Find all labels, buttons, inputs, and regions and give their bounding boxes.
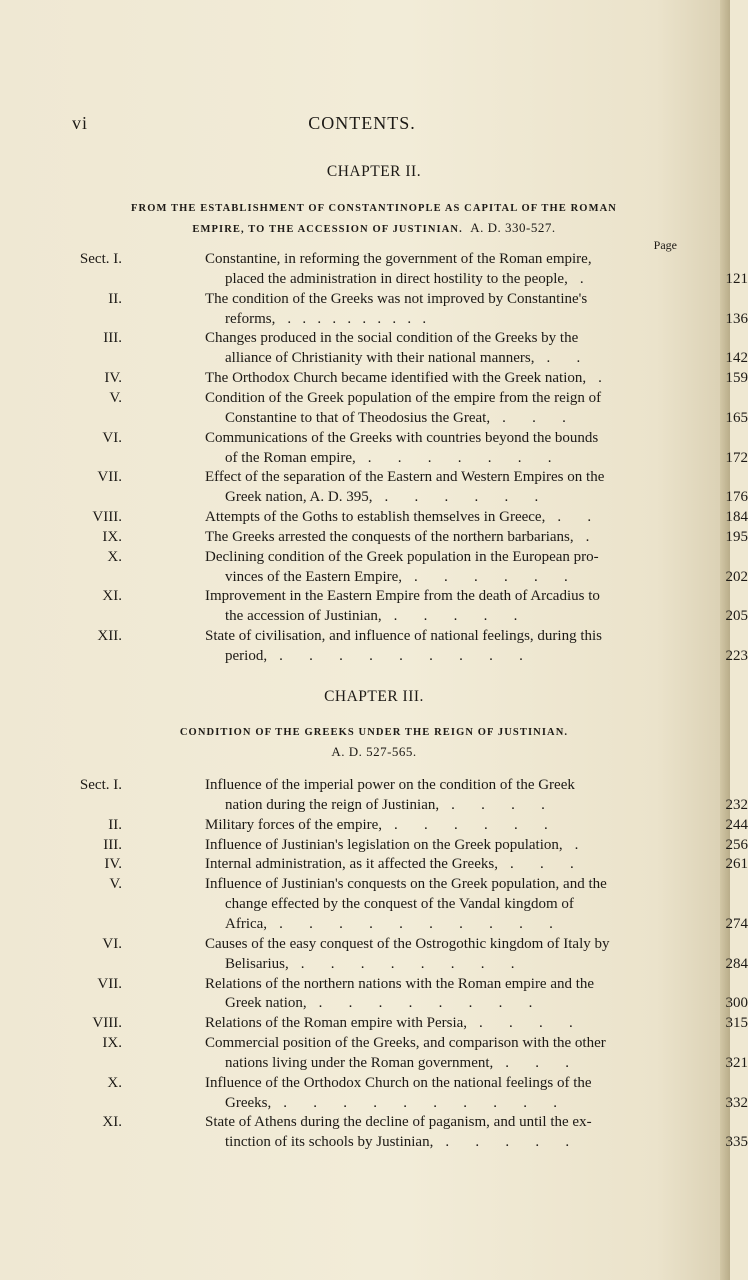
section-number: XI. <box>102 1114 122 1131</box>
leader-dots: . . . <box>502 409 566 426</box>
page-number: 256 <box>725 836 748 853</box>
section-title-text: nations living under the Roman government, <box>225 1054 494 1071</box>
page-number: 159 <box>725 370 748 387</box>
section-number: II. <box>108 290 122 307</box>
chapter-title: CHAPTER III. <box>324 688 424 705</box>
leader-dots: . . <box>546 350 581 367</box>
page-number: 202 <box>725 568 748 585</box>
section-title-text: Condition of the Greek population of the empire from the reign of <box>205 389 602 406</box>
leader-dots: . . . . . . . . <box>300 955 515 972</box>
section-title-line <box>205 1073 592 1093</box>
section-title-text: Improvement in the Eastern Empire from the death of Arcadius to <box>205 588 600 605</box>
section-title-text: Greek nation, A. D. 395, <box>225 489 373 506</box>
section-title-line <box>225 993 532 1013</box>
section-title-text: State of Athens during the decline of paganism, and until the ex- <box>205 1114 592 1131</box>
section-title-line <box>225 894 574 914</box>
leader-dots: . <box>585 528 590 545</box>
page-edge <box>720 0 730 1280</box>
chapter-subtitle <box>98 199 650 239</box>
page-number: 300 <box>725 995 748 1012</box>
section-title-text: Influence of the Orthodox Church on the national feelings of the <box>205 1074 592 1091</box>
section-title-line <box>205 775 575 795</box>
section-title-line <box>205 815 548 835</box>
leader-dots: . . . . . . . . . . <box>287 310 427 327</box>
section-title-line <box>205 835 578 855</box>
section-number: Sect. I. <box>79 777 122 793</box>
leader-dots: . . . . <box>451 796 545 813</box>
section-title-text: Communications of the Greeks with countries beyond the bounds <box>205 429 599 446</box>
section-title-line <box>205 328 578 348</box>
section-title-line <box>205 249 592 269</box>
leader-dots: . . . . . . . <box>367 449 552 466</box>
section-title-text: Influence of Justinian's conquests on the Greek population, and the <box>205 876 607 893</box>
section-number: IX. <box>102 1035 122 1052</box>
section-title-line <box>205 507 591 527</box>
section-title-line <box>225 954 515 974</box>
page-number: 332 <box>725 1094 748 1111</box>
page-number: 315 <box>725 1015 748 1032</box>
section-number: X. <box>107 1074 122 1091</box>
page-number: 184 <box>725 509 748 526</box>
section-title-line <box>225 1132 569 1152</box>
running-title: CONTENTS. <box>308 113 416 133</box>
section-title-line <box>225 567 568 587</box>
section-title-text: Relations of the Roman empire with Persia, <box>205 1015 468 1032</box>
page-number: 136 <box>725 310 748 327</box>
page-number: 165 <box>725 409 748 426</box>
section-title-text: Africa, <box>225 915 268 932</box>
page-folio: vi <box>72 113 89 133</box>
leader-dots: . . . . . . . . . . <box>283 1094 557 1111</box>
section-title-text: reforms, <box>225 310 276 327</box>
section-title-line <box>205 934 610 954</box>
section-number: X. <box>107 548 122 565</box>
section-number: XII. <box>97 628 122 645</box>
section-title-line <box>225 1093 557 1113</box>
page-number: 261 <box>725 856 748 873</box>
leader-dots: . . . . . . . . <box>318 995 533 1012</box>
page-number: 284 <box>725 955 748 972</box>
section-title-line <box>205 428 598 448</box>
section-title-text: vinces of the Eastern Empire, <box>225 568 403 585</box>
section-title-text: period, <box>225 648 268 664</box>
section-title-text: Belisarius, <box>225 955 289 972</box>
page-number: 223 <box>725 648 748 664</box>
section-title-line <box>205 1033 606 1053</box>
page-number: 335 <box>725 1134 748 1151</box>
chapter-subtitle-line: CONDITION OF THE GREEKS UNDER THE REIGN OF JUSTINIAN. <box>179 727 569 738</box>
section-number: IX. <box>102 528 122 545</box>
section-title-line <box>225 487 538 507</box>
section-title-text: Declining condition of the Greek population in the European pro- <box>205 548 599 565</box>
section-title-text: Influence of the imperial power on the condition of the Greek <box>205 777 575 793</box>
section-title-line <box>225 309 426 329</box>
chapter-subtitle-line: FROM THE ESTABLISHMENT OF CONSTANTINOPLE AS CAPITAL OF THE ROMAN <box>131 203 617 214</box>
leader-dots: . . . <box>505 1054 570 1071</box>
leader-dots: . . . . . . <box>394 816 548 833</box>
section-title-line <box>205 874 607 894</box>
section-number: III. <box>103 836 122 853</box>
chapter-subtitle-line: EMPIRE, TO THE ACCESSION OF JUSTINIAN. A. D. 330-527. <box>192 220 556 235</box>
page-number: 274 <box>725 915 748 932</box>
section-title-text: Effect of the separation of the Eastern and Western Empires on the <box>205 469 605 486</box>
section-title-text: Influence of Justinian's legislation on the Greek population, <box>205 836 563 853</box>
page-number: 321 <box>725 1054 748 1071</box>
section-number: V. <box>109 389 122 406</box>
section-title-line <box>225 606 517 626</box>
leader-dots: . <box>579 270 584 287</box>
section-number: VIII. <box>92 509 122 526</box>
page-column-label: Page <box>653 238 677 252</box>
section-title-line <box>225 408 566 428</box>
section-title-text: nation during the reign of Justinian, <box>225 796 440 813</box>
section-title-text: Causes of the easy conquest of the Ostrogothic kingdom of Italy by <box>205 935 610 952</box>
section-title-text: Military forces of the empire, <box>205 816 383 833</box>
leader-dots: . . . . . . <box>414 568 568 585</box>
section-title-text: the accession of Justinian, <box>225 608 382 625</box>
leader-dots: . . . . . . <box>384 489 539 506</box>
section-title-line <box>205 289 587 309</box>
section-number: VIII. <box>92 1015 122 1032</box>
section-number: IV. <box>104 370 122 387</box>
section-number: VI. <box>102 935 122 952</box>
section-number: III. <box>103 330 122 347</box>
section-title-text: Constantine to that of Theodosius the Great, <box>225 409 491 426</box>
leader-dots: . <box>574 836 579 853</box>
section-title-line <box>225 348 580 368</box>
section-title-text: The Orthodox Church became identified with the Greek nation, <box>205 370 587 387</box>
section-title-line <box>205 527 589 547</box>
section-title-text: The condition of the Greeks was not improved by Constantine's <box>205 290 588 307</box>
section-title-line <box>205 974 594 994</box>
running-head <box>72 110 652 136</box>
section-title-line <box>225 448 552 468</box>
section-number: VII. <box>97 469 122 486</box>
section-title-line <box>225 914 553 934</box>
leader-dots: . . <box>557 509 592 526</box>
section-title-line <box>225 795 545 815</box>
page-number: 121 <box>725 270 748 287</box>
section-title-line <box>205 1013 573 1033</box>
section-number: Sect. I. <box>79 251 122 267</box>
section-title-text: Internal administration, as it affected the Greeks, <box>205 856 498 873</box>
section-title-text: Constantine, in reforming the government of the Roman empire, <box>205 251 592 267</box>
section-title-line <box>205 626 602 646</box>
section-title-line <box>205 368 602 388</box>
section-title-line <box>205 388 601 408</box>
section-title-line <box>225 1053 569 1073</box>
chapter-dates: A. D. 527-565. <box>331 744 417 759</box>
chapter-title: CHAPTER II. <box>326 163 422 180</box>
section-title-text: change effected by the conquest of the Vandal kingdom of <box>225 896 574 913</box>
leader-dots: . . . <box>509 856 574 873</box>
section-title-line <box>205 854 574 874</box>
section-title-text: Commercial position of the Greeks, and comparison with the other <box>205 1035 606 1052</box>
section-title-text: Changes produced in the social condition of the Greeks by the <box>205 330 579 347</box>
section-title-text: Attempts of the Goths to establish themselves in Greece, <box>205 509 546 526</box>
page-number: 205 <box>725 608 748 625</box>
section-title-text: Greek nation, <box>225 995 307 1012</box>
section-number: VI. <box>102 429 122 446</box>
section-title-text: of the Roman empire, <box>225 449 356 466</box>
section-title-text: Greeks, <box>225 1094 272 1111</box>
section-title-text: placed the administration in direct hostility to the people, <box>225 270 568 287</box>
section-title-line <box>225 269 584 289</box>
section-title-text: State of civilisation, and influence of national feelings, during this <box>205 628 602 645</box>
section-number: II. <box>108 816 122 833</box>
section-title-line <box>225 646 523 666</box>
leader-dots: . . . . . <box>445 1134 570 1151</box>
page-number: 232 <box>725 796 748 813</box>
section-title-line <box>205 1112 592 1132</box>
leader-dots: . . . . . <box>393 608 518 625</box>
page-number: 176 <box>725 489 748 506</box>
leader-dots: . <box>598 370 602 387</box>
section-number: IV. <box>104 856 122 873</box>
section-title-text: tinction of its schools by Justinian, <box>225 1134 434 1151</box>
section-title-line <box>205 547 599 567</box>
leader-dots: . . . . . . . . . <box>279 648 523 664</box>
section-title-text: The Greeks arrested the conquests of the northern barbarians, <box>205 528 574 545</box>
section-number: XI. <box>102 588 122 605</box>
page-number: 172 <box>725 449 748 466</box>
page-number: 142 <box>725 350 748 367</box>
chapter-dates: A. D. 330-527. <box>470 220 556 235</box>
chapter-subtitle <box>98 723 650 761</box>
section-title-text: alliance of Christianity with their national manners, <box>225 350 535 367</box>
section-title-line <box>205 586 600 606</box>
leader-dots: . . . . . . . . . . <box>279 915 553 932</box>
leader-dots: . . . . <box>479 1015 573 1032</box>
section-number: V. <box>109 876 122 893</box>
page-number: 195 <box>725 528 748 545</box>
section-title-text: Relations of the northern nations with the Roman empire and the <box>205 975 595 992</box>
page-number: 244 <box>725 816 748 833</box>
section-number: VII. <box>97 975 122 992</box>
section-title-line <box>205 467 604 487</box>
